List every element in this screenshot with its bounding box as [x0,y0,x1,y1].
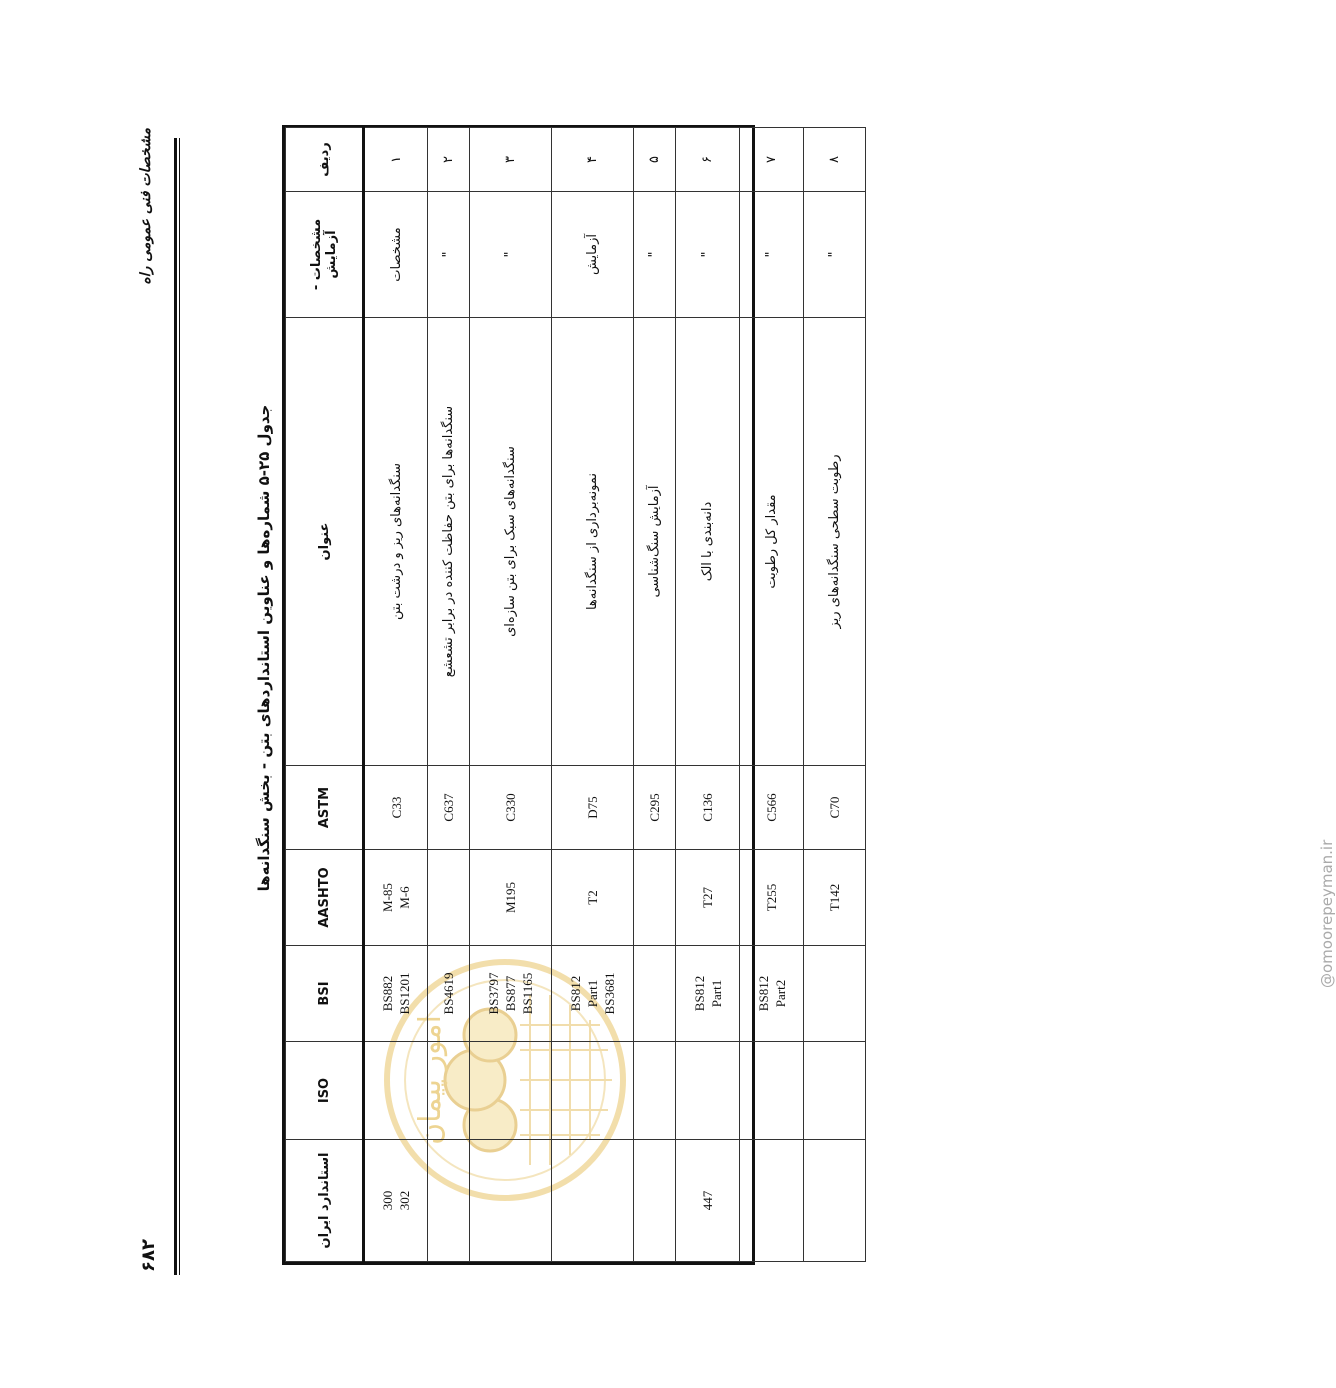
watermark-site: @omoorepeyman.ir [1318,839,1336,988]
cell-category: " [804,192,866,318]
cell-bsi [470,946,552,1042]
cell-astm: C136 [676,766,740,850]
cell-astm: C566 [740,766,804,850]
cell-iso [634,1042,676,1140]
cell-category: " [470,192,552,318]
cell-iran [804,1140,866,1262]
cell-aashto-line: M-6 [397,886,412,909]
cell-iran [676,1140,740,1262]
cell-iso [470,1042,552,1140]
cell-category: " [676,192,740,318]
cell-bsi [428,946,470,1042]
table-row [740,128,804,1262]
cell-bsi-line: BS812 [568,975,583,1012]
header-bsi: BSI [286,946,364,1042]
cell-astm: C637 [428,766,470,850]
cell-astm: C330 [470,766,552,850]
standards-table [282,125,842,1265]
cell-aashto-line: T142 [827,883,842,912]
cell-aashto [470,850,552,946]
cell-bsi-line: BS4619 [441,972,456,1015]
cell-row-number: ۸ [804,128,866,192]
cell-category: " [740,192,804,318]
table-row [428,128,470,1262]
header-category: مشخصات - آزمایش [286,192,364,318]
table-row [676,128,740,1262]
table-row [364,128,428,1262]
cell-bsi-line: BS812 [755,975,771,1012]
cell-category: " [428,192,470,318]
table-row [470,128,552,1262]
cell-aashto [428,850,470,946]
cell-bsi-line: Part1 [585,979,600,1008]
cell-iso [428,1042,470,1140]
cell-bsi-line: BS877 [503,975,518,1012]
header-aashto: AASHTO [286,850,364,946]
cell-bsi-line: BS812 [691,975,707,1012]
cell-iran [740,1140,804,1262]
cell-astm: C70 [804,766,866,850]
cell-iran-line: 447 [700,1190,715,1211]
cell-aashto-line: M195 [503,881,518,914]
cell-aashto-line: M-85 [380,883,395,912]
cell-row-number: ۳ [470,128,552,192]
cell-title: مقدار کل رطوبت [740,318,804,766]
cell-iso [740,1042,804,1140]
cell-title: دانه‌بندی با الک [676,318,740,766]
cell-aashto-line: T2 [585,890,600,905]
cell-bsi-line: BS882 [380,975,395,1012]
cell-astm: D75 [552,766,634,850]
cell-iran [428,1140,470,1262]
header-title: عنوان [286,318,364,766]
cell-astm: C33 [364,766,428,850]
cell-title: سنگدانه‌های ریز و درشت بتن [364,318,428,766]
cell-row-number: ۶ [676,128,740,192]
cell-iran-line: 302 [397,1190,412,1211]
cell-bsi [740,946,804,1042]
cell-aashto [676,850,740,946]
cell-row-number: ۲ [428,128,470,192]
table-row [804,128,866,1262]
cell-aashto [552,850,634,946]
cell-aashto [740,850,804,946]
header-row-number: ردیف [286,128,364,192]
cell-iso [364,1042,428,1140]
cell-iso [804,1042,866,1140]
cell-aashto [804,850,866,946]
cell-bsi [804,946,866,1042]
table-caption: جدول ۲۵-۵ شماره‌ها و عناوین استانداردهای بتن - بخش سنگدانه‌ها [255,404,273,892]
watermark-logo-text: امور پیمان [413,1015,448,1145]
cell-bsi-line: BS1165 [520,972,535,1015]
cell-aashto-line: T27 [700,887,715,908]
cell-row-number: ۱ [364,128,428,192]
header-iran: استاندارد ایران [286,1140,364,1262]
cell-bsi-line: Part1 [708,979,724,1008]
cell-title: آزمایش سنگ‌شناسی [634,318,676,766]
table-header-row [286,128,364,1262]
cell-title: رطوبت سطحی سنگدانه‌های ریز [804,318,866,766]
cell-bsi [552,946,634,1042]
cell-bsi [634,946,676,1042]
cell-bsi-line: BS1201 [397,972,412,1015]
table-row [634,128,676,1262]
watermark-site-text: omoorepeyman.ir [1318,839,1336,973]
cell-row-number: ۷ [740,128,804,192]
cell-bsi [676,946,740,1042]
cell-bsi [364,946,428,1042]
cell-bsi-line: BS3681 [602,972,617,1015]
cell-category: " [634,192,676,318]
cell-astm: C295 [634,766,676,850]
cell-bsi-line: Part2 [772,979,788,1008]
header-iso: ISO [286,1042,364,1140]
cell-iran [470,1140,552,1262]
cell-category: آزمایش [552,192,634,318]
cell-iran [552,1140,634,1262]
cell-aashto-line: T255 [764,883,779,912]
page-number: ۶۸۲ [138,1239,159,1272]
cell-iran [634,1140,676,1262]
header-rule [174,138,177,1275]
cell-category: مشخصات [364,192,428,318]
cell-row-number: ۵ [634,128,676,192]
cell-iso [676,1042,740,1140]
cell-title: سنگدانه‌های سبک برای بتن سازه‌ای [470,318,552,766]
cell-aashto [364,850,428,946]
table-row [552,128,634,1262]
cell-iran-line: 300 [380,1190,395,1211]
cell-title: سنگدانه‌ها برای بتن حفاظت کننده در برابر تشعشع [428,318,470,766]
header-rule-thin [179,138,180,1275]
cell-aashto [634,850,676,946]
cell-row-number: ۴ [552,128,634,192]
cell-bsi-line: BS3797 [486,972,501,1015]
book-title: مشخصات فنی عمومی راه [138,128,154,285]
cell-iran [364,1140,428,1262]
cell-iso [552,1042,634,1140]
header-astm: ASTM [286,766,364,850]
cell-title: نمونه‌برداری از سنگدانه‌ها [552,318,634,766]
